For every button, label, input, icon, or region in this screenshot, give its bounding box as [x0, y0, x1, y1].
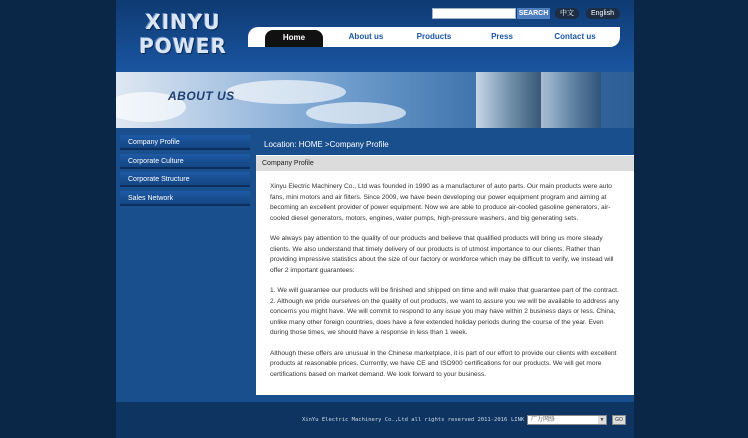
breadcrumb: Location: HOME >Company Profile	[256, 135, 634, 155]
content-body	[270, 182, 622, 390]
nav-about-us[interactable]: About us	[348, 32, 384, 41]
brand-logo[interactable]	[138, 10, 228, 58]
cloud-shape	[306, 102, 406, 124]
sidebar-item-sales-network[interactable]: Sales Network	[120, 191, 250, 206]
sidebar	[120, 135, 250, 209]
brand-line1: XINYU	[145, 10, 221, 34]
content-paragraph: 1. We will guarantee our products will be finished and shipped on time and will make that guarantee part of the contract.	[270, 287, 619, 294]
sidebar-item-company-profile[interactable]: Company Profile	[120, 135, 250, 150]
content-paragraph: 2. Although we pride ourselves on the quality of out products, we want to assure you we will be available to address any concerns you might have. We will commit to respond to any issue you may have within 2 business days or less. China, unlike many other foreign countries, does have a few extended holiday periods during the course of the year. Even during those times, we should have a response in less than 1 week.	[270, 297, 619, 336]
nav-press[interactable]: Press	[491, 32, 513, 41]
search-input[interactable]	[432, 8, 516, 19]
chevron-down-icon: ▼	[599, 417, 605, 423]
links-dropdown[interactable]	[527, 415, 607, 425]
sidebar-item-corporate-culture[interactable]: Corporate Culture	[120, 154, 250, 169]
nav-home[interactable]: Home	[265, 30, 323, 47]
banner	[116, 72, 634, 128]
link-label: LINK	[511, 417, 525, 423]
banner-title: ABOUT US	[168, 89, 235, 103]
footer	[116, 402, 634, 438]
language-chinese[interactable]: 中文	[555, 8, 579, 19]
copyright-text: XinYu Electric Machinery Co.,Ltd all rights reserved 2011-2016	[302, 417, 508, 423]
nav-products[interactable]: Products	[416, 32, 452, 41]
links-dropdown-value: 广力网络	[531, 417, 556, 423]
building-image	[541, 72, 601, 128]
brand-line2: POWER	[139, 34, 227, 58]
content-paragraph: Xinyu Electric Machinery Co., Ltd was founded in 1990 as a manufacturer of auto parts. Our main products were auto fans, mini motors and air filters. Since 2009, we have been developing our power equipment program and aiming at becoming an excellent provider of power equipment. Now we are able to produce air-cooled gasoline generators, air-cooled diesel generators, motors, engines, water pumps, high-pressure washers, and big generating sets.	[270, 183, 612, 222]
nav-contact-us[interactable]: Contact us	[554, 32, 596, 41]
language-english[interactable]: English	[586, 8, 620, 19]
section-title: Company Profile	[256, 156, 634, 171]
sidebar-item-corporate-structure[interactable]: Corporate Structure	[120, 172, 250, 187]
content-panel	[256, 135, 634, 395]
search-button[interactable]: SEARCH	[518, 10, 549, 17]
content-paragraph: We always pay attention to the quality of our products and believe that qualified products will bring us more steady clients. We also understand that timely delivery of our products is of utmost importance to our clients. Rather than providing impressive statistics about the size of our factory or workforce which may be difficult to verify, we instead will offer 2 important guarantees:	[270, 235, 614, 274]
building-image	[476, 72, 546, 128]
page-container	[116, 0, 634, 438]
cloud-shape	[226, 80, 346, 104]
content-paragraph: Although these offers are unusual in the Chinese marketplace, it is part of our effort to provide our clients with excellent products at reasonable prices. Currently, we have CE and ISO900 certifications for our products. We will get more certifications based on market demand. We look forward to your business.	[270, 349, 617, 378]
header	[116, 0, 634, 72]
main-nav	[248, 27, 620, 47]
go-button[interactable]: GO	[612, 415, 626, 425]
